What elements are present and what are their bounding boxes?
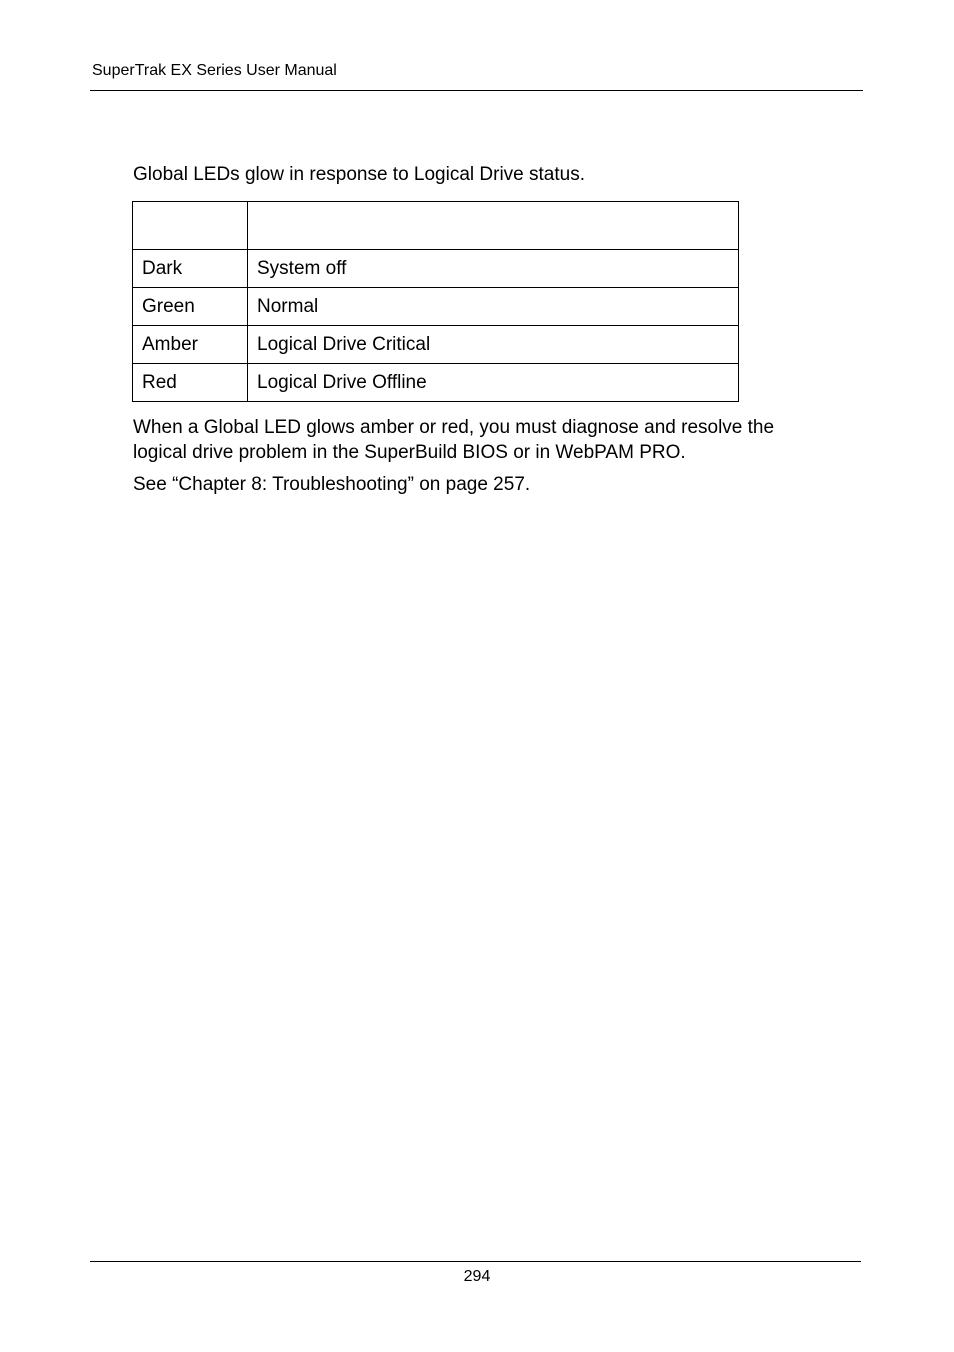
header-rule bbox=[90, 90, 863, 91]
table-header-cell bbox=[133, 202, 248, 250]
table-header-row bbox=[133, 202, 739, 250]
table-header-cell bbox=[248, 202, 739, 250]
led-color-cell: Green bbox=[133, 288, 248, 326]
led-status-cell: Logical Drive Critical bbox=[248, 326, 739, 364]
led-color-cell: Dark bbox=[133, 250, 248, 288]
page-number: 294 bbox=[463, 1268, 491, 1285]
led-status-cell: Normal bbox=[248, 288, 739, 326]
table-row bbox=[133, 250, 739, 288]
led-status-cell: Logical Drive Offline bbox=[248, 364, 739, 402]
led-color-cell: Amber bbox=[133, 326, 248, 364]
table-row bbox=[133, 326, 739, 364]
footer-rule bbox=[90, 1261, 861, 1262]
table-row bbox=[133, 288, 739, 326]
running-header: SuperTrak EX Series User Manual bbox=[92, 62, 337, 79]
see-also-paragraph: See “Chapter 8: Troubleshooting” on page 257. bbox=[133, 474, 531, 495]
led-status-table bbox=[132, 201, 739, 402]
table-row bbox=[133, 364, 739, 402]
intro-text: Global LEDs glow in response to Logical Drive status. bbox=[133, 164, 586, 185]
led-color-cell: Red bbox=[133, 364, 248, 402]
diagnose-paragraph: When a Global LED glows amber or red, you must diagnose and resolve the logical drive problem in the SuperBuild BIOS or in WebPAM PRO. bbox=[133, 417, 775, 463]
led-status-cell: System off bbox=[248, 250, 739, 288]
